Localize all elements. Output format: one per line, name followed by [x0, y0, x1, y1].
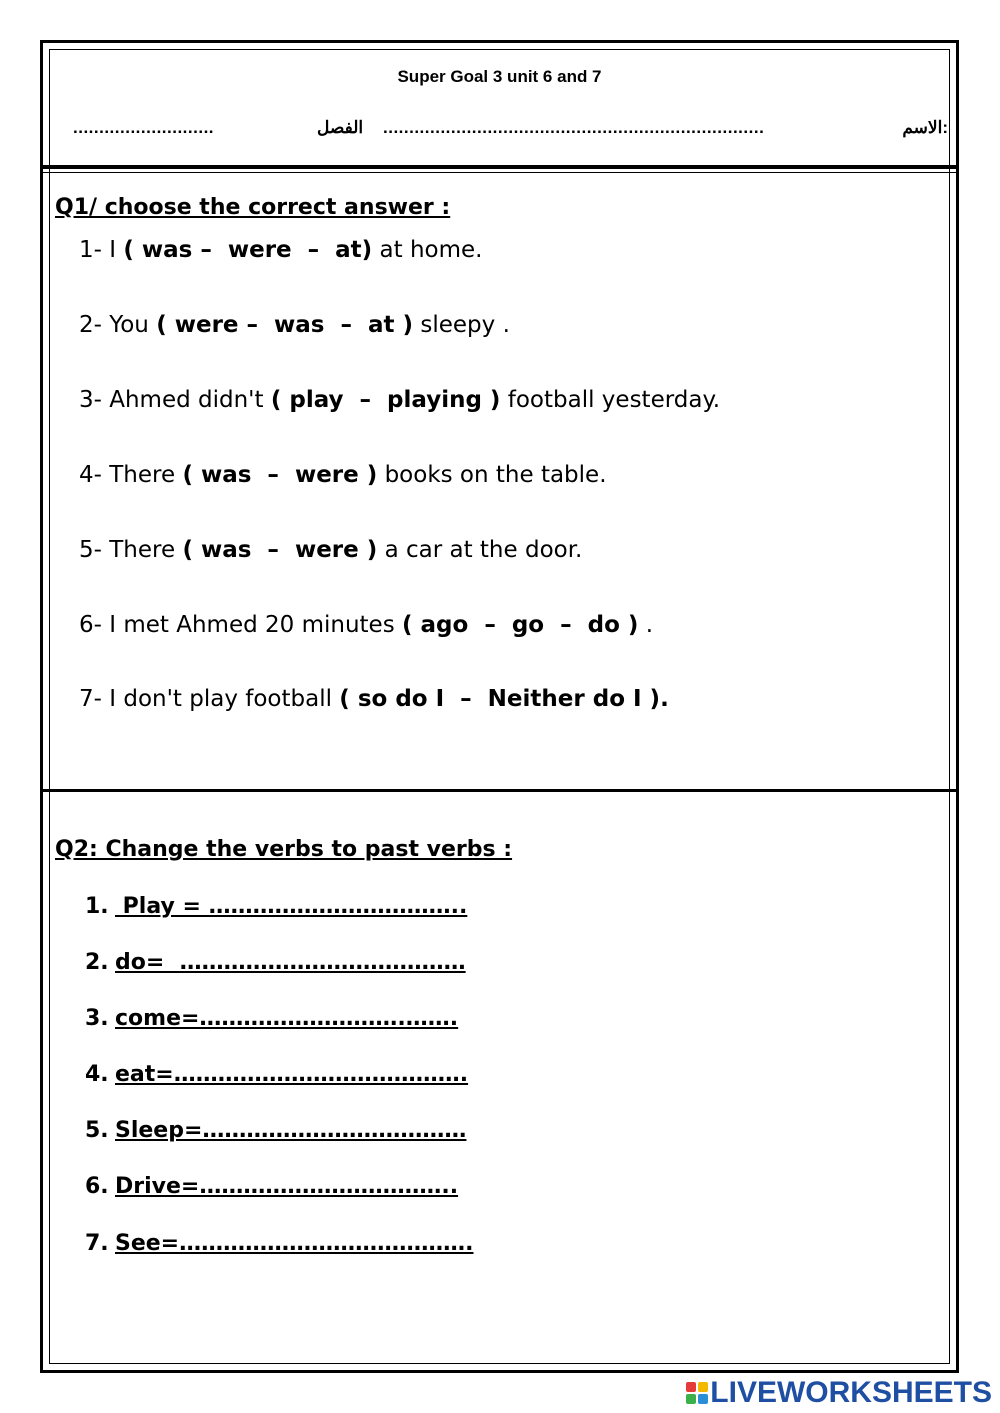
q1-item: 4- There ( was – were ) books on the table. [79, 462, 607, 488]
header-divider-thin [41, 172, 958, 173]
answer-options[interactable]: ( was – were – at) [123, 237, 373, 263]
q1-item: 2- You ( were – was – at ) sleepy . [79, 312, 510, 338]
name-blank[interactable]: ......................................................................... [383, 118, 765, 137]
class-blank[interactable]: ........................... [73, 118, 215, 137]
q2-item: 7. See=…………………………………. [85, 1231, 474, 1256]
answer-options[interactable]: ( ago – go – do ) [402, 612, 639, 638]
q1-item: 6- I met Ahmed 20 minutes ( ago – go – do ) . [79, 612, 654, 638]
q2-item: 3. come=……………………….……. [85, 1006, 459, 1031]
q2-item: 1. Play = …………………………….. [85, 894, 468, 919]
q2-item: 2. do= ………………………………… [85, 950, 466, 975]
liveworksheets-logo-icon [686, 1382, 708, 1404]
q2-item: 5. Sleep=……………………………… [85, 1118, 467, 1143]
logo-tile [686, 1382, 696, 1392]
answer-options[interactable]: ( play – playing ) [270, 387, 501, 413]
q1-item: 3- Ahmed didn't ( play – playing ) football yesterday. [79, 387, 721, 413]
logo-tile [686, 1394, 696, 1404]
worksheet-frame [40, 40, 959, 1373]
class-label: الفصل [317, 118, 364, 137]
liveworksheets-brand[interactable] [686, 1376, 992, 1410]
worksheet-title: Super Goal 3 unit 6 and 7 [397, 67, 602, 86]
logo-tile [698, 1382, 708, 1392]
answer-blank[interactable]: Drive=…………………………….. [115, 1174, 459, 1199]
answer-options[interactable]: ( was – were ) [182, 462, 378, 488]
q1-heading: Q1/ choose the correct answer : [55, 195, 451, 220]
answer-blank[interactable]: come=……………………….……. [115, 1006, 459, 1031]
logo-tile [698, 1394, 708, 1404]
brand-text: LIVEWORKSHEETS [710, 1376, 992, 1409]
answer-options[interactable]: ( were – was – at ) [156, 312, 414, 338]
q2-item: 6. Drive=…………………………….. [85, 1174, 459, 1199]
q1-item: 1- I ( was – were – at) at home. [79, 237, 483, 263]
q2-heading: Q2: Change the verbs to past verbs : [55, 837, 513, 862]
name-label: الاسم: [902, 118, 948, 137]
q1-item: 5- There ( was – were ) a car at the door. [79, 537, 583, 563]
q1-item: 7- I don't play football ( so do I – Neither do I ). [79, 686, 669, 712]
answer-blank[interactable]: See=…………………………………. [115, 1231, 474, 1256]
header-divider [41, 165, 958, 169]
answer-options[interactable]: ( so do I – Neither do I ). [339, 686, 669, 712]
answer-blank[interactable]: Play = …………………………….. [115, 894, 468, 919]
answer-blank[interactable]: Sleep=……………………………… [115, 1118, 467, 1143]
section-divider [41, 789, 958, 792]
answer-blank[interactable]: eat=…………………………………. [115, 1062, 469, 1087]
q2-item: 4. eat=…………………………………. [85, 1062, 469, 1087]
answer-blank[interactable]: do= ………………………………… [115, 950, 466, 975]
answer-options[interactable]: ( was – were ) [182, 537, 378, 563]
